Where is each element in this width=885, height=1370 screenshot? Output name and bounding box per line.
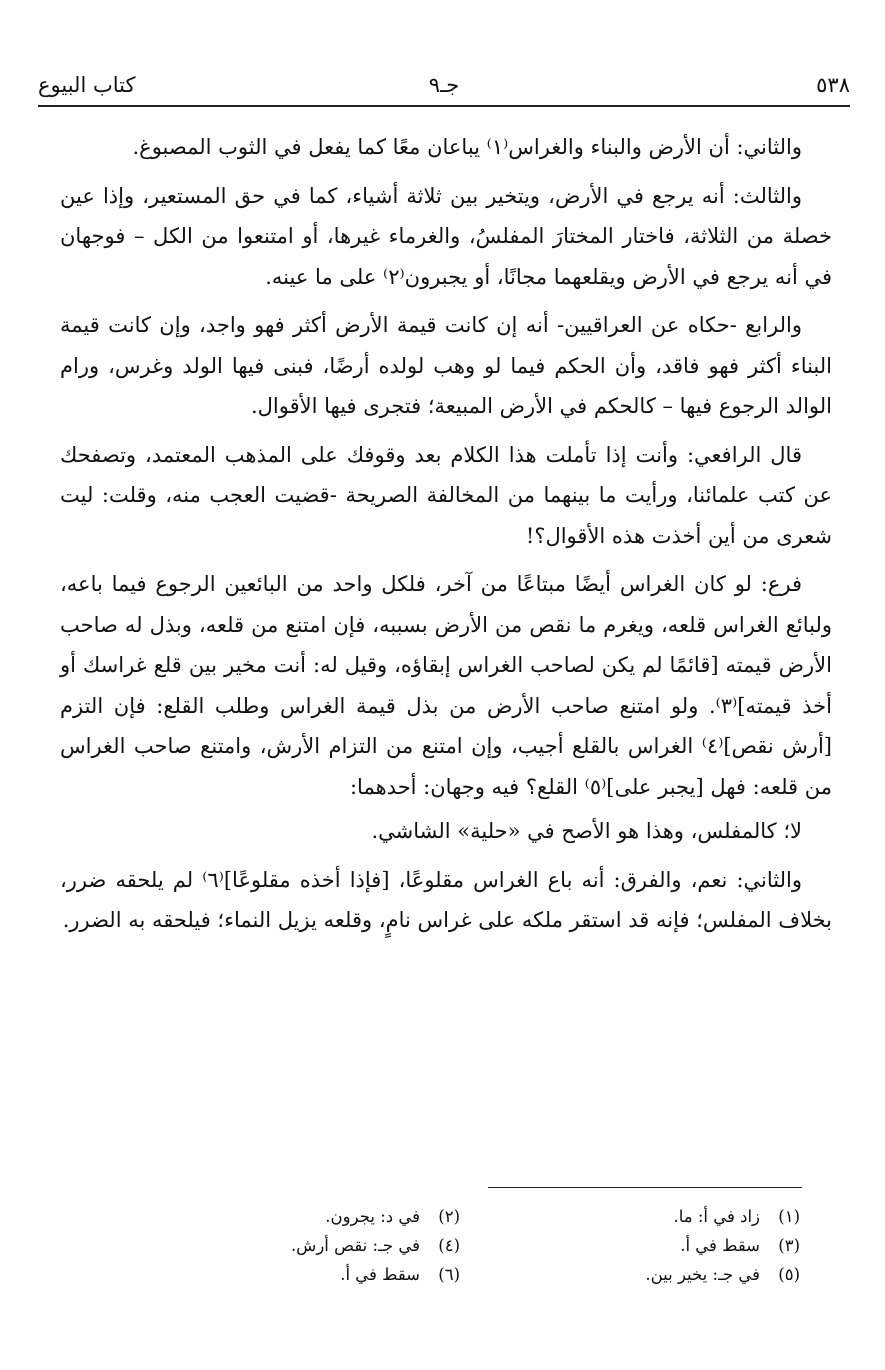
footnote-3 (460, 1231, 800, 1260)
footnote-text: في جـ: يخير بين. (645, 1265, 760, 1284)
footnote-2 (120, 1202, 460, 1231)
paragraph-7: والثاني: نعم، والفرق: أنه باع الغراس مقلوعًا، [فإذا أخذه مقلوعًا]⁽٦⁾ لم يلحقه ضرر، بخلاف المفلس؛ فإنه قد استقر ملكه على غراس نامٍ، وقلعه يزيل النماء؛ فيلحقه به الضرر. (60, 867, 832, 932)
header-rule (38, 105, 850, 107)
footnote-5 (460, 1260, 800, 1289)
paragraph-4: قال الرافعي: وأنت إذا تأملت هذا الكلام بعد وقوفك على المذهب المعتمد، وتصفحك عن كتب علمائنا، ورأيت ما بينهما من المخالفة الصريحة -قضيت العجب منه، وقلت: ليت شعرى من أين أخذت هذه الأقوال؟! (60, 442, 832, 548)
footnote-marker: (٢) (438, 1207, 460, 1226)
paragraph-5: فرع: لو كان الغراس أيضًا مبتاعًا من آخر، فلكل واحد من البائعين الرجوع فيما باعه، ولبائع الغراس قلعه، ويغرم ما نقص من الأرض بسببه، فإن امتنع من قلعه، وبذل له صاحب الأرض قيمته [قائمًا لم يكن لصاحب الغراس إبقاؤه، وقيل له: أنت مخير بين قلع غراسك أو أخذ قيمته]⁽٣⁾. ولو امتنع صاحب الأرض من بذل قيمة الغراس وطلب القلع: فإن التزم [أرش نقص]⁽٤⁾ الغراس بالقلع أجيب، وإن امتنع من التزام الأرش، وامتنع صاحب الغراس من قلعه: فهل [يجبر على]⁽٥⁾ القلع؟ فيه وجهان: أحدهما: (60, 572, 833, 799)
footnote-marker: (٤) (438, 1236, 460, 1255)
footnote-1 (460, 1202, 800, 1231)
footnote-text: سقط في أ. (680, 1236, 760, 1255)
footnote-text: سقط في أ. (340, 1265, 420, 1284)
footnote-row (120, 1260, 800, 1289)
book-title: كتاب البيوع (38, 73, 136, 97)
footnote-row (120, 1202, 800, 1231)
footnote-rule (488, 1187, 802, 1188)
body-text (60, 127, 832, 949)
footnotes (120, 1202, 800, 1289)
footnote-marker: (٥) (778, 1265, 800, 1284)
footnote-text: في د: يجرون. (325, 1207, 420, 1226)
footnote-marker: (٦) (438, 1265, 460, 1284)
footnote-4 (120, 1231, 460, 1260)
paragraph-3: والرابع -حكاه عن العراقيين- أنه إن كانت قيمة الأرض أكثر فهو واجد، وإن كانت قيمة البناء أكثر فهو فاقد، وأن الحكم فيما لو وهب لولده أرضًا، فبنى فيها الولد وغرس، ورام الوالد الرجوع فيها – كالحكم في الأرض المبيعة؛ فتجرى فيها الأقوال. (60, 313, 832, 418)
page-number: ٥٣٨ (816, 73, 850, 97)
footnote-6 (120, 1260, 460, 1289)
paragraph-2: والثالث: أنه يرجع في الأرض، ويتخير بين ثلاثة أشياء، كما في حق المستعير، وإذا عين خصلة من الثلاثة، فاختار المختارَ المفلسُ، والغرماء غيرها، أو امتنعوا من الكل – فوجهان في أنه يرجع في الأرض ويقلعهما مجانًا، أو يجبرون⁽٢⁾ على ما عينه. (60, 183, 832, 289)
footnote-marker: (١) (778, 1207, 800, 1226)
footnote-text: في جـ: نقص أرش. (290, 1236, 420, 1255)
paragraph-1: والثاني: أن الأرض والبناء والغراس⁽١⁾ يباعان معًا كما يفعل في الثوب المصبوغ. (132, 135, 802, 159)
volume-label: جـ٩ (428, 73, 460, 97)
paragraph-6: لا؛ كالمفلس، وهذا هو الأصح في «حلية» الشاشي. (371, 819, 802, 843)
footnote-marker: (٣) (778, 1236, 800, 1255)
running-header (38, 70, 850, 106)
footnote-row (120, 1231, 800, 1260)
footnote-text: زاد في أ: ما. (673, 1207, 760, 1226)
